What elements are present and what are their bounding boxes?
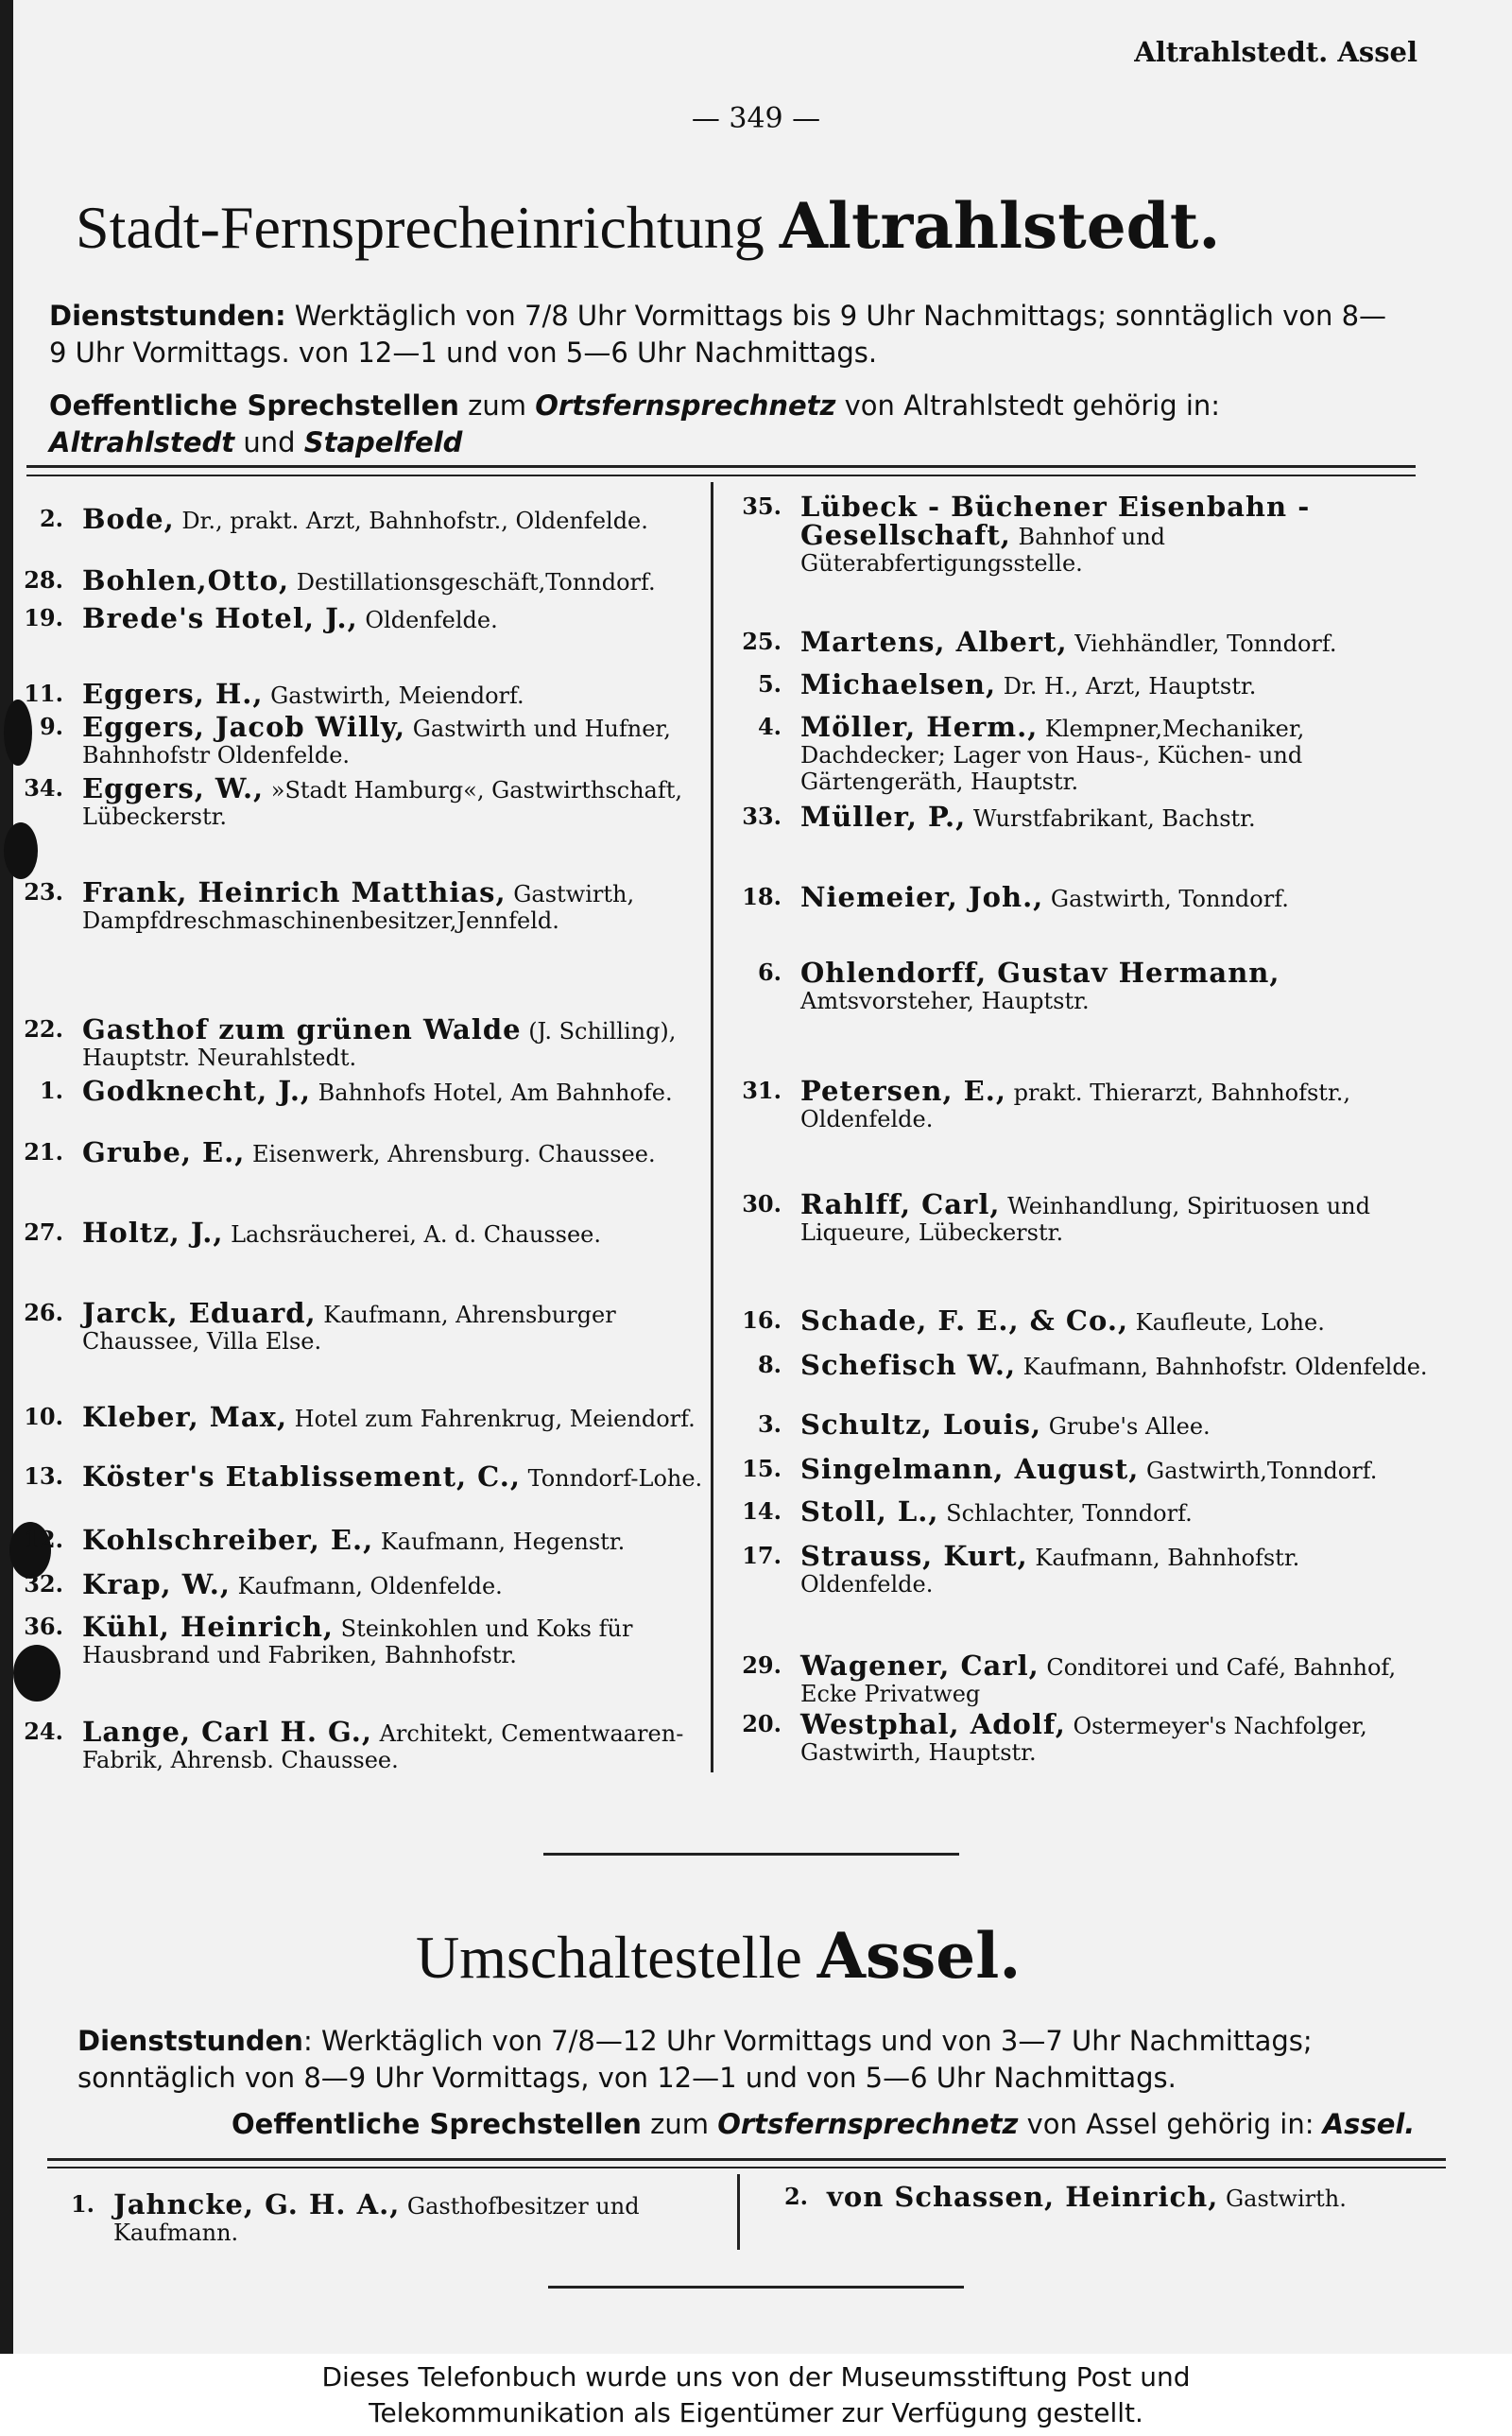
subscriber-name: Schultz, Louis, (800, 1408, 1042, 1441)
subscriber-details: Steinkohlen und Koks für Hausbrand und Fabriken, Bahnhofstr. (82, 1615, 633, 1668)
subscriber-details: »Stadt Hamburg«, Gastwirthschaft, Lübeckerstr. (82, 777, 683, 830)
subscriber-details: Gastwirth, Dampfdreschmaschinenbesitzer,Jennfeld. (82, 881, 635, 934)
subscriber-details: Wurstfabrikant, Bachstr. (966, 805, 1256, 832)
subscriber-details: Bahnhof und Güterabfertigungsstelle. (800, 524, 1166, 577)
entry-text (82, 564, 703, 596)
subscriber-details: Bahnhofs Hotel, Am Bahnhofe. (311, 1080, 673, 1106)
running-header: Altrahlstedt. Assel (1134, 36, 1418, 68)
subscriber-number: 15. (742, 1455, 782, 1482)
footer-line: Dieses Telefonbuch wurde uns von der Museumsstiftung Post und (321, 2361, 1191, 2393)
subscriber-number: 26. (24, 1299, 63, 1326)
entry-text (82, 1716, 703, 1773)
subscriber-details: Eisenwerk, Ahrensburg. Chaussee. (245, 1141, 656, 1167)
subscriber-number: 2. (783, 2183, 808, 2210)
footer-line: Telekommunikation als Eigentümer zur Verfügung gestellt. (369, 2397, 1143, 2428)
entry-text (800, 1652, 1434, 1707)
subscriber-number: 4. (757, 713, 782, 740)
subscriber-number: 14. (742, 1497, 782, 1525)
subscriber-name: Brede's Hotel, J., (82, 602, 358, 634)
column-divider (737, 2174, 740, 2250)
subscriber-number: 36. (24, 1613, 63, 1640)
subscriber-number: 34. (24, 774, 63, 802)
subscriber-number: 31. (742, 1077, 782, 1104)
entry-text (82, 1297, 703, 1355)
subscriber-number: 22. (24, 1015, 63, 1043)
subscriber-details: Architekt, Cementwaaren-Fabrik, Ahrensb. Chaussee. (82, 1720, 684, 1773)
subscriber-name: Wagener, Carl, (800, 1650, 1040, 1682)
section2-public-stations: Oeffentliche Sprechstellen zum Ortsfernsprechnetz von Assel gehörig in: Assel. (232, 2108, 1416, 2140)
subscriber-name: Möller, Herm., (800, 711, 1039, 743)
entry-text (113, 2188, 730, 2246)
subscriber-name: Lange, Carl H. G., (82, 1716, 372, 1748)
subscriber-number: 11. (24, 680, 63, 707)
subscriber-name: Gasthof zum grünen Walde (82, 1013, 522, 1045)
subscriber-details: Dr., prakt. Arzt, Bahnhofstr., Oldenfelde. (174, 508, 648, 534)
subscriber-name: Frank, Heinrich Matthias, (82, 876, 507, 908)
subscriber-number: 12. (24, 1526, 63, 1553)
subscriber-number: 2. (39, 505, 63, 532)
entry-text (800, 668, 1434, 700)
subscriber-number: 18. (742, 883, 782, 910)
subscriber-details: Dr. H., Arzt, Hauptstr. (996, 673, 1257, 700)
entry-text (82, 1568, 703, 1600)
entry-text (800, 959, 1434, 1014)
subscriber-details: Kaufmann, Bahnhofstr. Oldenfelde. (1016, 1354, 1428, 1380)
rule (47, 2167, 1446, 2168)
subscriber-name: Niemeier, Joh., (800, 881, 1044, 913)
subscriber-details: Lachsräucherei, A. d. Chaussee. (223, 1221, 601, 1248)
entry-text (800, 803, 1434, 832)
subscriber-number: 19. (24, 604, 63, 631)
section-title-assel: Umschaltestelle Assel. (416, 1919, 1022, 1993)
subscriber-details: Kaufmann, Ahrensburger Chaussee, Villa Else. (82, 1302, 616, 1355)
subscriber-details: Gastwirth. (1218, 2185, 1347, 2212)
subscriber-number: 29. (742, 1651, 782, 1679)
subscriber-number: 24. (24, 1718, 63, 1745)
subscriber-name: Eggers, H., (82, 678, 264, 710)
subscriber-number: 8. (757, 1351, 782, 1378)
punch-hole (13, 1645, 60, 1702)
subscriber-name: Jarck, Eduard, (82, 1297, 317, 1329)
subscriber-details: Hotel zum Fahrenkrug, Meiendorf. (287, 1406, 696, 1432)
subscriber-details: Gastwirth und Hufner, Bahnhofstr Oldenfelde. (82, 716, 671, 769)
entry-text (800, 881, 1434, 913)
subscriber-name: Bode, (82, 503, 175, 535)
page-number: — 349 — (691, 102, 821, 135)
subscriber-name: Bohlen,Otto, (82, 564, 290, 596)
rule (543, 1853, 959, 1856)
subscriber-name: Michaelsen, (800, 668, 997, 700)
entry-text (82, 1524, 703, 1556)
subscriber-number: 1. (39, 1077, 63, 1104)
subscriber-details: Gasthofbesitzer und Kaufmann. (113, 2193, 640, 2246)
subscriber-name: Eggers, W., (82, 772, 265, 804)
subscriber-number: 30. (742, 1190, 782, 1218)
subscriber-number: 6. (757, 959, 782, 986)
subscriber-name: Kühl, Heinrich, (82, 1611, 335, 1643)
subscriber-name: Müller, P., (800, 801, 967, 833)
binding-edge (0, 0, 13, 2354)
subscriber-number: 10. (24, 1403, 63, 1430)
subscriber-number: 21. (24, 1138, 63, 1166)
subscriber-details: Gastwirth, Meiendorf. (263, 682, 524, 709)
subscriber-number: 1. (70, 2190, 94, 2218)
subscriber-number: 17. (742, 1542, 782, 1569)
subscriber-name: Grube, E., (82, 1136, 246, 1168)
punch-hole (4, 822, 38, 879)
entry-text (82, 711, 703, 769)
subscriber-details: (J. Schilling), Hauptstr. Neurahlstedt. (82, 1018, 677, 1071)
subscriber-name: Köster's Etablissement, C., (82, 1460, 521, 1493)
section-title-altrahlstedt: Stadt-Fernsprecheinrichtung Altrahlstedt. (76, 189, 1221, 263)
subscriber-details: Kaufleute, Lohe. (1128, 1309, 1325, 1336)
subscriber-name: Westphal, Adolf, (800, 1708, 1066, 1740)
subscriber-number: 16. (742, 1306, 782, 1334)
subscriber-number: 20. (742, 1710, 782, 1737)
entry-text (82, 503, 703, 535)
subscriber-name: Krap, W., (82, 1568, 231, 1600)
section2-service-hours: Dienststunden: Werktäglich von 7/8—12 Uhr Vormittags und von 3—7 Uhr Nachmittags; sonntäglich von 8—9 Uhr Vormittags, von 12—1 und von 5—6 Uhr Nachmittags. (77, 2025, 1313, 2094)
section1-public-stations: Oeffentliche Sprechstellen zum Ortsfernsprechnetz von Altrahlstedt gehörig in: Altrahlstedt und Stapelfeld (49, 389, 1221, 458)
subscriber-number: 35. (742, 492, 782, 520)
column-divider (711, 482, 713, 1772)
footer-notice (0, 2354, 1512, 2436)
entry-text (800, 1188, 1434, 1246)
entry-text (82, 772, 703, 830)
subscriber-name: Ohlendorff, Gustav Hermann, (800, 957, 1280, 989)
subscriber-name: Schefisch W., (800, 1349, 1017, 1381)
subscriber-details: Gastwirth,Tonndorf. (1139, 1458, 1378, 1484)
subscriber-details: Oldenfelde. (357, 607, 498, 633)
subscriber-details: Kaufmann, Bahnhofstr. Oldenfelde. (800, 1545, 1300, 1598)
entry-text (800, 1453, 1434, 1485)
entry-text (800, 1540, 1434, 1598)
entry-text (82, 1136, 703, 1168)
subscriber-name: Kleber, Max, (82, 1401, 288, 1433)
subscriber-number: 5. (757, 670, 782, 698)
entry-text (82, 1401, 703, 1433)
subscriber-number: 32. (24, 1570, 63, 1598)
entry-text (800, 1408, 1434, 1441)
subscriber-name: von Schassen, Heinrich, (827, 2181, 1219, 2213)
entry-text (800, 1708, 1434, 1766)
subscriber-name: Stoll, L., (800, 1495, 939, 1528)
entry-text (800, 1349, 1434, 1381)
subscriber-name: Jahncke, G. H. A., (113, 2188, 401, 2220)
subscriber-details: Ostermeyer's Nachfolger, Gastwirth, Hauptstr. (800, 1713, 1367, 1766)
subscriber-name: Eggers, Jacob Willy, (82, 711, 406, 743)
subscriber-number: 3. (757, 1410, 782, 1438)
subscriber-number: 25. (742, 628, 782, 655)
subscriber-number: 9. (39, 713, 63, 740)
subscriber-name: Schade, F. E., & Co., (800, 1304, 1129, 1337)
subscriber-details: Weinhandlung, Spirituosen und Liqueure, Lübeckerstr. (800, 1193, 1370, 1246)
entry-text (82, 1460, 703, 1493)
entry-text (82, 678, 703, 710)
entry-text (800, 1304, 1434, 1337)
subscriber-details: Conditorei und Café, Bahnhof, Ecke Privatweg (800, 1654, 1397, 1707)
section1-service-hours: Dienststunden: Werktäglich von 7/8 Uhr Vormittags bis 9 Uhr Nachmittags; sonntäglich von 8— 9 Uhr Vormittags. von 12—1 und von 5—6 Uhr Nachmittags. (49, 300, 1387, 369)
subscriber-details: Tonndorf-Lohe. (520, 1465, 703, 1492)
entry-text (800, 711, 1434, 795)
subscriber-details: Amtsvorsteher, Hauptstr. (800, 988, 1090, 1014)
subscriber-number: 28. (24, 566, 63, 594)
subscriber-details: Gastwirth, Tonndorf. (1043, 886, 1289, 912)
rule (47, 2158, 1446, 2161)
subscriber-name: Holtz, J., (82, 1217, 224, 1249)
rule (26, 475, 1416, 476)
entry-text (800, 1495, 1434, 1528)
entry-text (82, 876, 703, 934)
subscriber-name: Kohlschreiber, E., (82, 1524, 374, 1556)
rule (548, 2286, 964, 2289)
subscriber-details: Destillationsgeschäft,Tonndorf. (289, 569, 656, 596)
subscriber-number: 13. (24, 1462, 63, 1490)
rule (26, 465, 1416, 468)
subscriber-number: 23. (24, 878, 63, 906)
subscriber-name: Godknecht, J., (82, 1075, 312, 1107)
subscriber-details: Kaufmann, Hegenstr. (373, 1529, 626, 1555)
entry-text (800, 1075, 1434, 1132)
entry-text (800, 493, 1434, 577)
subscriber-name: Martens, Albert, (800, 626, 1068, 658)
subscriber-name: Lübeck - Büchener Eisenbahn - Gesellschaft, (800, 491, 1311, 551)
entry-text (82, 1075, 703, 1107)
entry-text (82, 1013, 703, 1071)
subscriber-details: Viehhändler, Tonndorf. (1067, 631, 1337, 657)
subscriber-details: prakt. Thierarzt, Bahnhofstr., Oldenfelde. (800, 1080, 1351, 1132)
subscriber-number: 33. (742, 803, 782, 830)
entry-text (82, 1611, 703, 1668)
entry-text (827, 2181, 1427, 2213)
entry-text (82, 602, 703, 634)
subscriber-name: Singelmann, August, (800, 1453, 1140, 1485)
subscriber-name: Petersen, E., (800, 1075, 1006, 1107)
subscriber-name: Rahlff, Carl, (800, 1188, 1001, 1220)
subscriber-number: 27. (24, 1218, 63, 1246)
entry-text (800, 626, 1434, 658)
subscriber-details: Schlachter, Tonndorf. (938, 1500, 1193, 1527)
entry-text (82, 1219, 703, 1248)
subscriber-details: Kaufmann, Oldenfelde. (231, 1573, 503, 1599)
subscriber-details: Klempner,Mechaniker, Dachdecker; Lager von Haus-, Küchen- und Gärtengeräth, Hauptstr. (800, 716, 1305, 795)
subscriber-details: Grube's Allee. (1041, 1413, 1211, 1440)
subscriber-name: Strauss, Kurt, (800, 1540, 1028, 1572)
